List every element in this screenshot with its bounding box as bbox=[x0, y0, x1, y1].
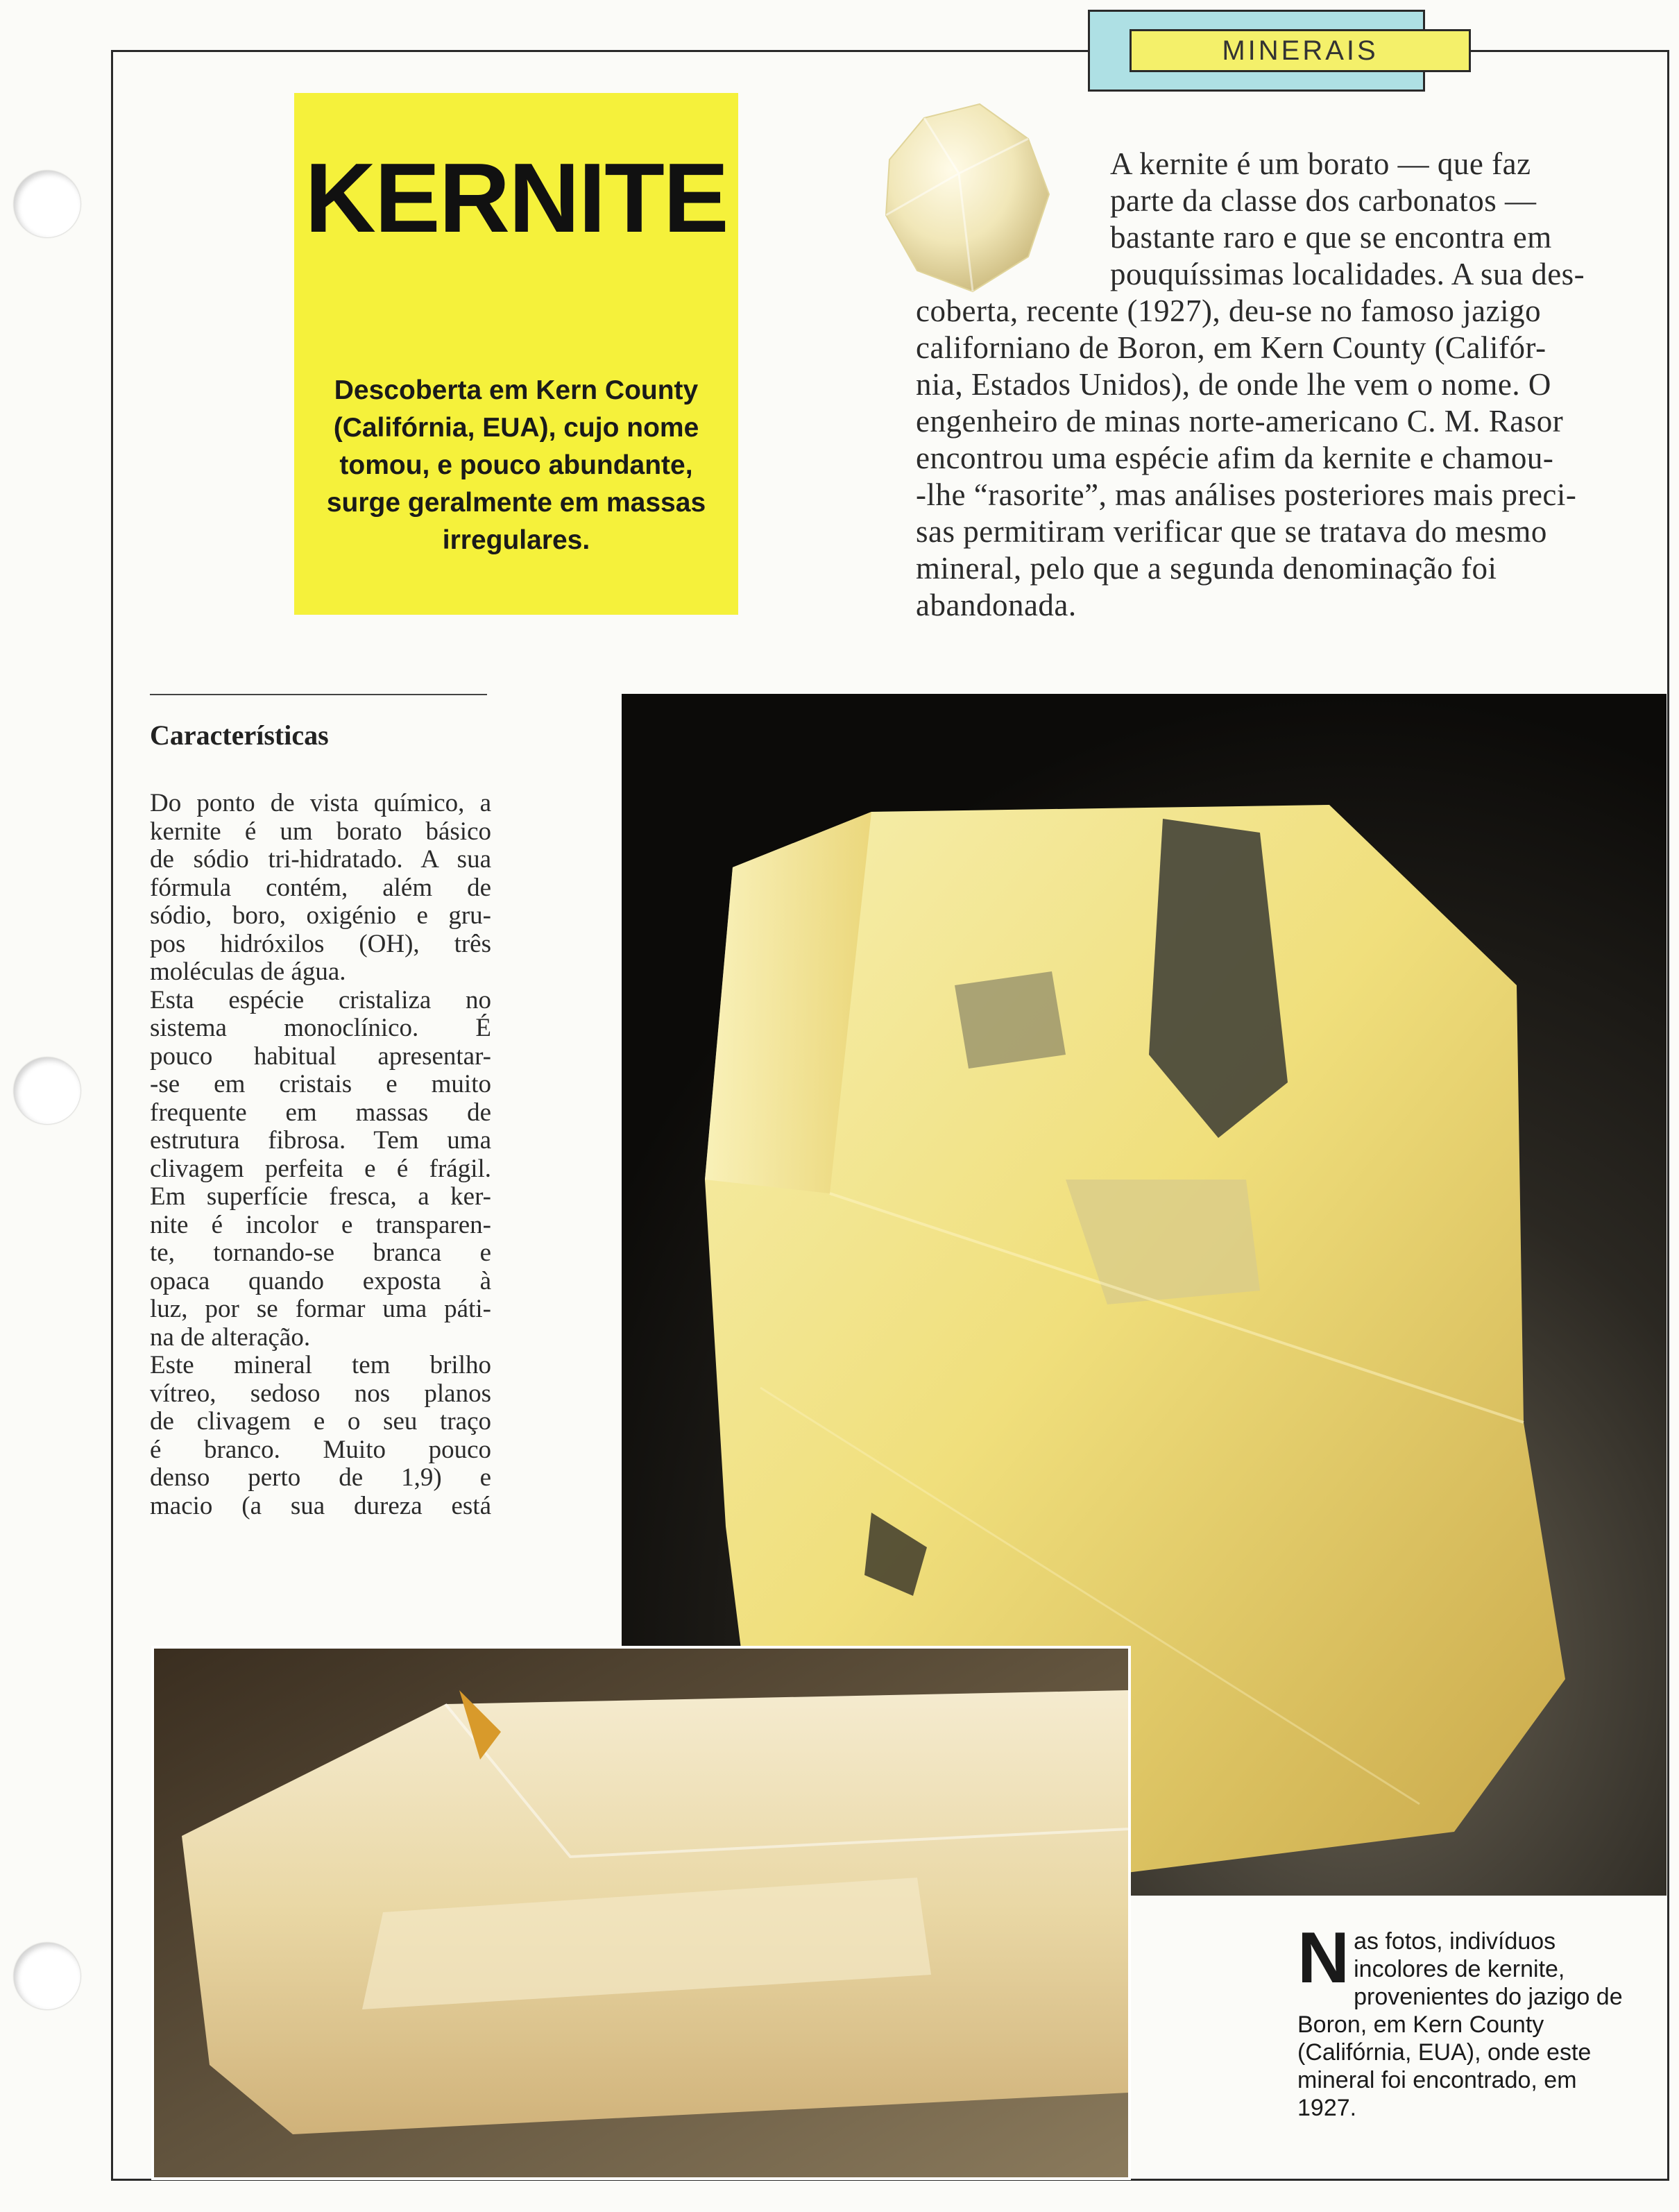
intro-paragraph bbox=[916, 146, 1637, 624]
characteristics-line: Do ponto de vista químico, a bbox=[150, 789, 491, 817]
section-tab bbox=[1130, 29, 1471, 72]
page-title: KERNITE bbox=[305, 143, 728, 253]
characteristics-line: Este mineral tem brilho bbox=[150, 1351, 491, 1379]
intro-line: A kernite é um borato — que faz bbox=[1110, 146, 1531, 181]
intro-line: parte da classe dos carbonatos — bbox=[1110, 183, 1537, 218]
characteristics-line: de clivagem e o seu traço bbox=[150, 1407, 491, 1436]
characteristics-heading: Características bbox=[150, 720, 329, 751]
intro-line: pouquíssimas localidades. A sua des- bbox=[1110, 257, 1585, 291]
characteristics-line: nite é incolor e transparen- bbox=[150, 1210, 491, 1239]
binder-hole-bottom bbox=[14, 1943, 80, 2009]
characteristics-line: luz, por se formar uma páti- bbox=[150, 1295, 491, 1323]
characteristics-line: denso perto de 1,9) e bbox=[150, 1463, 491, 1492]
page-frame-right bbox=[1667, 50, 1669, 2180]
characteristics-line: é branco. Muito pouco bbox=[150, 1435, 491, 1464]
characteristics-line: sódio, boro, oxigénio e gru- bbox=[150, 901, 491, 930]
binder-hole-middle bbox=[14, 1057, 80, 1124]
caption-text: as fotos, indivíduos incolores de kernite, provenientes do jazigo de Boron, em Kern County (Califórnia, EUA), onde este mineral foi encontrado, em 1927. bbox=[1297, 1928, 1623, 2121]
section-divider bbox=[150, 694, 487, 695]
photo-caption bbox=[1297, 1918, 1623, 2122]
characteristics-line: te, tornando-se branca e bbox=[150, 1239, 491, 1267]
characteristics-line: macio (a sua dureza está bbox=[150, 1491, 491, 1520]
characteristics-line: sistema monoclínico. É bbox=[150, 1014, 491, 1042]
intro-line: bastante raro e que se encontra em bbox=[1110, 220, 1552, 255]
intro-line: sas permitiram verificar que se tratava do mesmo bbox=[916, 514, 1547, 549]
characteristics-line: frequente em massas de bbox=[150, 1098, 491, 1127]
page-subtitle: Descoberta em Kern County (Califórnia, EUA), cujo nome tomou, e pouco abundante, surge geralmente em massas irregulares. bbox=[326, 375, 706, 555]
characteristics-line: opaca quando exposta à bbox=[150, 1266, 491, 1295]
characteristics-line: clivagem perfeita e é frágil. bbox=[150, 1154, 491, 1183]
characteristics-line: fórmula contém, além de bbox=[150, 873, 491, 902]
title-box bbox=[294, 93, 738, 615]
section-tab-label: MINERAIS bbox=[1222, 35, 1379, 66]
characteristics-line: Em superfície fresca, a ker- bbox=[150, 1182, 491, 1211]
intro-line: -lhe “rasorite”, mas análises posteriores mais preci- bbox=[916, 477, 1577, 512]
characteristics-line: kernite é um borato básico bbox=[150, 817, 491, 846]
caption-dropcap: N bbox=[1297, 1918, 1350, 1998]
intro-line: abandonada. bbox=[916, 588, 1077, 622]
intro-line: mineral, pelo que a segunda denominação foi bbox=[916, 551, 1497, 586]
intro-line: coberta, recente (1927), deu-se no famoso jazigo bbox=[916, 293, 1542, 328]
characteristics-line: vítreo, sedoso nos planos bbox=[150, 1379, 491, 1408]
binder-hole-top bbox=[14, 171, 80, 237]
intro-line: engenheiro de minas norte-americano C. M. Rasor bbox=[916, 404, 1564, 439]
characteristics-line: estrutura fibrosa. Tem uma bbox=[150, 1126, 491, 1155]
characteristics-line: moléculas de água. bbox=[150, 958, 346, 986]
characteristics-line: Esta espécie cristaliza no bbox=[150, 985, 491, 1014]
characteristics-line: pouco habitual apresentar- bbox=[150, 1041, 491, 1071]
page-frame-left bbox=[111, 50, 113, 2180]
characteristics-line: -se em cristais e muito bbox=[150, 1070, 491, 1098]
characteristics-line: pos hidróxilos (OH), três bbox=[150, 929, 491, 958]
characteristics-line: na de alteração. bbox=[150, 1322, 311, 1352]
intro-line: encontrou uma espécie afim da kernite e chamou- bbox=[916, 441, 1554, 475]
intro-line: californiano de Boron, em Kern County (Califór- bbox=[916, 330, 1546, 365]
characteristics-line: de sódio tri-hidratado. A sua bbox=[150, 845, 491, 874]
characteristics-body bbox=[150, 790, 491, 1520]
intro-line: nia, Estados Unidos), de onde lhe vem o nome. O bbox=[916, 367, 1551, 402]
secondary-photo bbox=[151, 1646, 1131, 2180]
